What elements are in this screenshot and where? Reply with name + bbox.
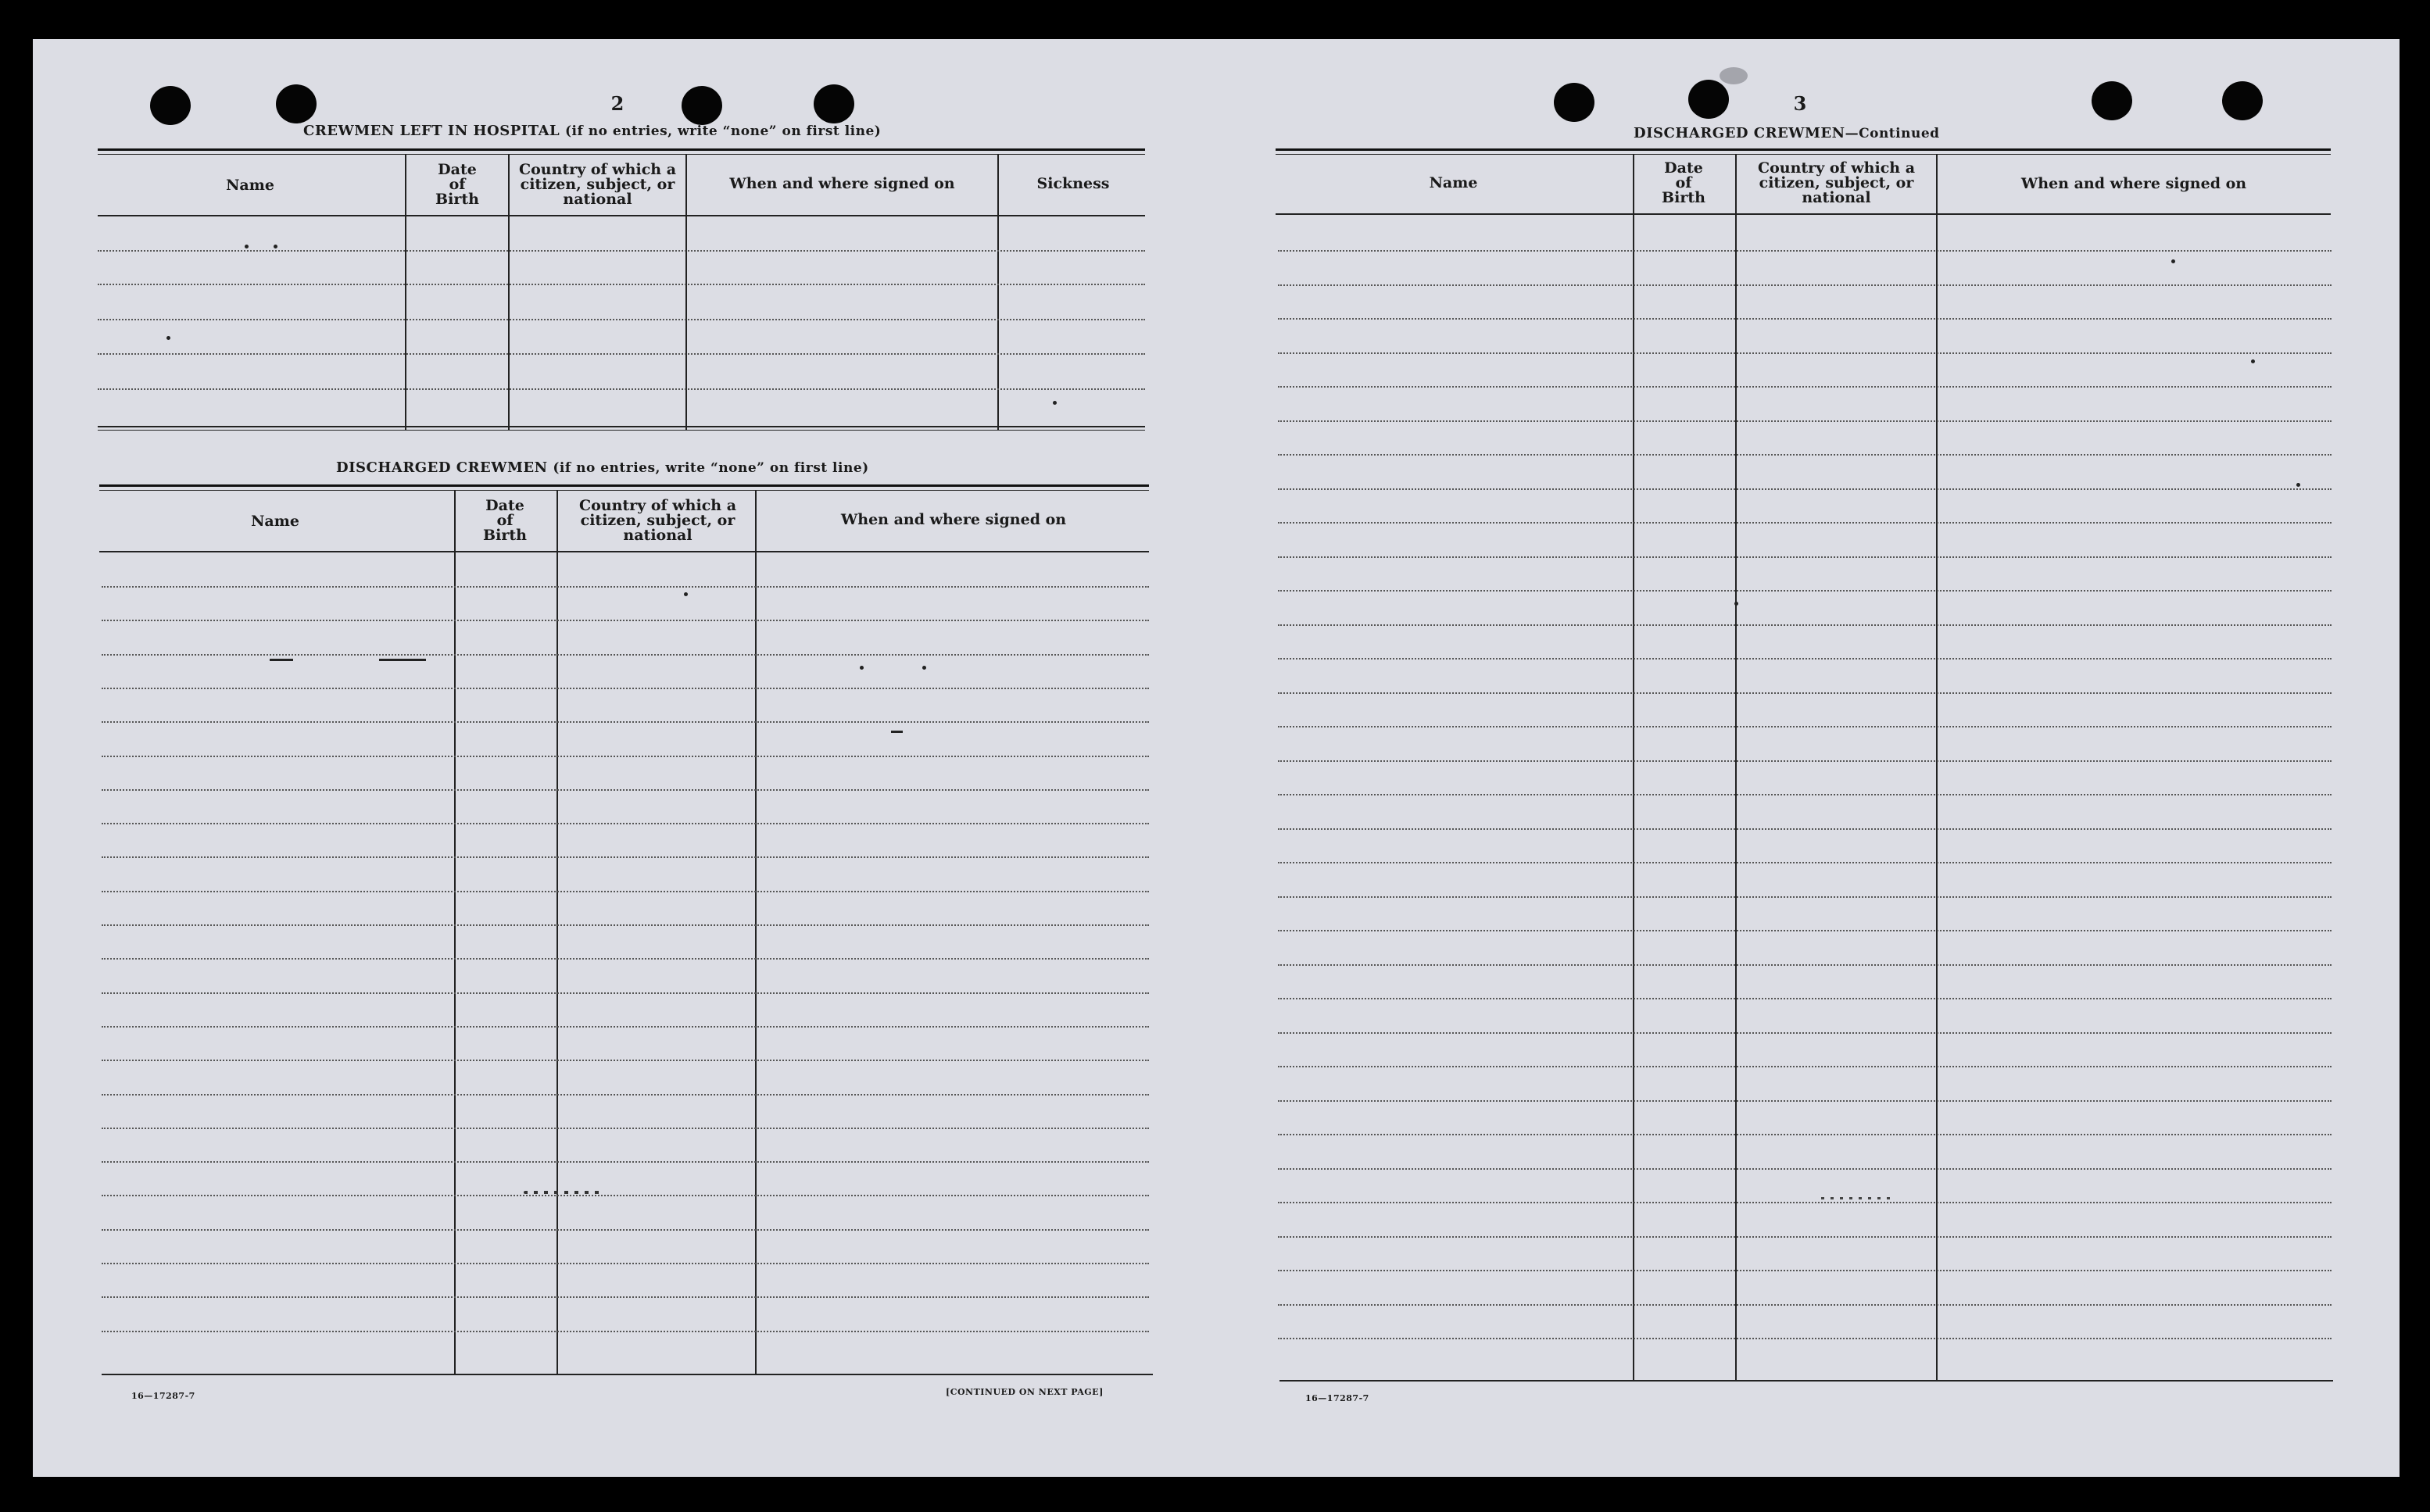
- table-row: [1278, 1100, 2332, 1102]
- table-row: [102, 1229, 1149, 1231]
- table-row: [1278, 1202, 2332, 1203]
- country-line-3: national: [1802, 189, 1871, 206]
- col-header-country: [1737, 161, 1936, 206]
- ink-speck: [274, 245, 277, 248]
- table-row: [98, 353, 1145, 355]
- punch-hole: [1554, 83, 1594, 122]
- ink-speck: [245, 245, 249, 248]
- table-row: [1278, 658, 2332, 659]
- table-row: [102, 1060, 1149, 1061]
- continued-note: [CONTINUED ON NEXT PAGE]: [946, 1387, 1104, 1397]
- table-row: [1278, 488, 2332, 490]
- dob-line-1: Date: [485, 497, 524, 514]
- table-row: [102, 891, 1149, 892]
- country-line-2: citizen, subject, or: [580, 512, 735, 529]
- table-row: [102, 688, 1149, 689]
- table-row: [1278, 250, 2332, 252]
- col-header-country: [558, 499, 757, 543]
- col-header-signed: When and where signed on: [729, 175, 955, 192]
- ink-speck: [860, 666, 864, 670]
- table-bottom-rule: [1279, 1380, 2333, 1382]
- table-row: [102, 1161, 1149, 1163]
- punch-hole: [150, 86, 191, 125]
- country-line-2: citizen, subject, or: [1759, 174, 1914, 191]
- ink-speck: [2251, 359, 2255, 363]
- col-header-country: [510, 163, 685, 207]
- table-row: [1278, 522, 2332, 524]
- table-row: [1278, 352, 2332, 354]
- table-row: [102, 756, 1149, 757]
- table-row: [102, 1026, 1149, 1028]
- page-number: 2: [610, 92, 624, 115]
- table-row: [102, 586, 1149, 588]
- dob-line-3: Birth: [483, 527, 527, 544]
- ink-speck: [166, 336, 170, 340]
- table-row: [1278, 930, 2332, 931]
- table-row: [102, 1331, 1149, 1332]
- country-line-3: national: [623, 527, 692, 544]
- form-number: 16—17287-7: [1305, 1393, 1369, 1403]
- ink-speck: [922, 666, 926, 670]
- discharged-section-title: [336, 459, 869, 476]
- table-row: [1278, 794, 2332, 795]
- table-row: [1278, 556, 2332, 558]
- table-row: [102, 1263, 1149, 1264]
- col-header-signed: When and where signed on: [2020, 175, 2247, 192]
- table-row: [1278, 760, 2332, 762]
- table-row: [98, 250, 1145, 252]
- table-row: [1278, 896, 2332, 898]
- table-row: [1278, 1338, 2332, 1339]
- hospital-title-text: CREWMEN LEFT IN HOSPITAL: [303, 123, 560, 139]
- col-header-name: Name: [226, 177, 274, 194]
- table-row: [1278, 386, 2332, 388]
- ink-smudge: [1720, 67, 1748, 84]
- table-row: [102, 992, 1149, 994]
- table-top-rule: [99, 484, 1149, 487]
- col-header-sickness: Sickness: [1036, 175, 1110, 192]
- table-row: [98, 284, 1145, 285]
- table-top-rule: [98, 148, 1145, 151]
- document-sheet: [33, 39, 2400, 1477]
- table-row: [102, 1296, 1149, 1298]
- column-divider: [1936, 155, 1938, 1382]
- table-row: [1278, 1032, 2332, 1034]
- punch-hole: [1688, 80, 1729, 119]
- column-divider: [755, 491, 757, 1375]
- table-row: [1278, 1270, 2332, 1271]
- ink-speck: [1734, 602, 1738, 606]
- country-line-1: Country of which a: [1757, 159, 1916, 177]
- country-line-1: Country of which a: [578, 497, 737, 514]
- table-row: [1278, 726, 2332, 727]
- ink-speck: [1821, 1197, 1895, 1199]
- column-divider: [1633, 155, 1634, 1382]
- continued-title-suffix: —Continued: [1845, 126, 1940, 141]
- table-row: [102, 924, 1149, 926]
- country-line-2: citizen, subject, or: [520, 176, 675, 193]
- table-row: [1278, 1168, 2332, 1170]
- table-bottom-rule: [102, 1374, 1153, 1375]
- table-row: [1278, 420, 2332, 422]
- table-row: [1278, 964, 2332, 966]
- table-top-rule: [1276, 148, 2331, 151]
- col-header-signed: When and where signed on: [840, 511, 1067, 528]
- table-row: [1278, 624, 2332, 626]
- table-row: [98, 388, 1145, 390]
- punch-hole: [276, 84, 317, 123]
- table-row: [102, 721, 1149, 723]
- table-row: [1278, 454, 2332, 456]
- col-header-name: Name: [251, 513, 299, 530]
- header-bottom-rule: [99, 551, 1149, 552]
- col-header-dob: [1634, 161, 1734, 206]
- table-top-rule: [98, 154, 1145, 155]
- hospital-section-title: [303, 123, 881, 139]
- punch-hole: [682, 86, 722, 125]
- ink-speck: [2296, 483, 2300, 487]
- discharged-title-text: DISCHARGED CREWMEN: [336, 459, 548, 476]
- column-divider: [454, 491, 456, 1375]
- table-row: [1278, 1134, 2332, 1135]
- header-bottom-rule: [1276, 213, 2331, 215]
- table-row: [102, 789, 1149, 791]
- column-divider: [1735, 155, 1737, 1382]
- table-row: [1278, 692, 2332, 694]
- dob-line-2: of: [449, 176, 466, 193]
- table-top-rule: [99, 490, 1149, 491]
- discharged-title-note: (if no entries, write “none” on first line): [553, 460, 869, 476]
- ink-speck: [684, 592, 688, 596]
- header-bottom-rule: [98, 215, 1145, 216]
- ink-speck: [891, 731, 903, 733]
- table-row: [102, 1195, 1149, 1196]
- dob-line-3: Birth: [1662, 189, 1705, 206]
- table-top-rule: [1276, 154, 2331, 155]
- table-row: [1278, 1236, 2332, 1238]
- table-row: [102, 620, 1149, 621]
- ink-speck: [524, 1191, 602, 1194]
- punch-hole: [814, 84, 854, 123]
- table-row: [102, 856, 1149, 858]
- table-bottom-rule: [98, 430, 1145, 431]
- table-row: [102, 958, 1149, 960]
- punch-hole: [2092, 81, 2132, 120]
- hospital-title-note: (if no entries, write “none” on first line): [565, 123, 882, 139]
- dob-line-1: Date: [438, 161, 477, 178]
- table-row: [102, 1128, 1149, 1129]
- ink-speck: [2171, 259, 2175, 263]
- table-row: [1278, 998, 2332, 999]
- table-row: [1278, 590, 2332, 592]
- page-number: 3: [1793, 92, 1807, 115]
- table-row: [102, 654, 1149, 656]
- punch-hole: [2222, 81, 2263, 120]
- col-header-name: Name: [1429, 174, 1478, 191]
- ink-speck: [1053, 401, 1057, 405]
- table-row: [98, 319, 1145, 320]
- col-header-dob: [406, 163, 508, 207]
- dob-line-3: Birth: [435, 191, 479, 208]
- continued-section-title: [1634, 125, 1940, 141]
- dob-line-1: Date: [1664, 159, 1703, 177]
- table-row: [102, 1094, 1149, 1096]
- country-line-3: national: [563, 191, 632, 208]
- dob-line-2: of: [496, 512, 514, 529]
- table-row: [1278, 284, 2332, 286]
- table-row: [1278, 828, 2332, 830]
- table-row: [102, 823, 1149, 824]
- table-row: [1278, 1066, 2332, 1067]
- form-number: 16—17287-7: [131, 1391, 195, 1401]
- table-row: [1278, 862, 2332, 863]
- dob-line-2: of: [1675, 174, 1692, 191]
- ink-speck: [379, 659, 426, 661]
- table-row: [1278, 1304, 2332, 1306]
- country-line-1: Country of which a: [518, 161, 677, 178]
- table-row: [1278, 318, 2332, 320]
- ink-speck: [270, 659, 293, 661]
- table-bottom-rule: [98, 426, 1145, 427]
- column-divider: [557, 491, 558, 1375]
- col-header-dob: [455, 499, 555, 543]
- continued-title-text: DISCHARGED CREWMEN: [1634, 125, 1845, 141]
